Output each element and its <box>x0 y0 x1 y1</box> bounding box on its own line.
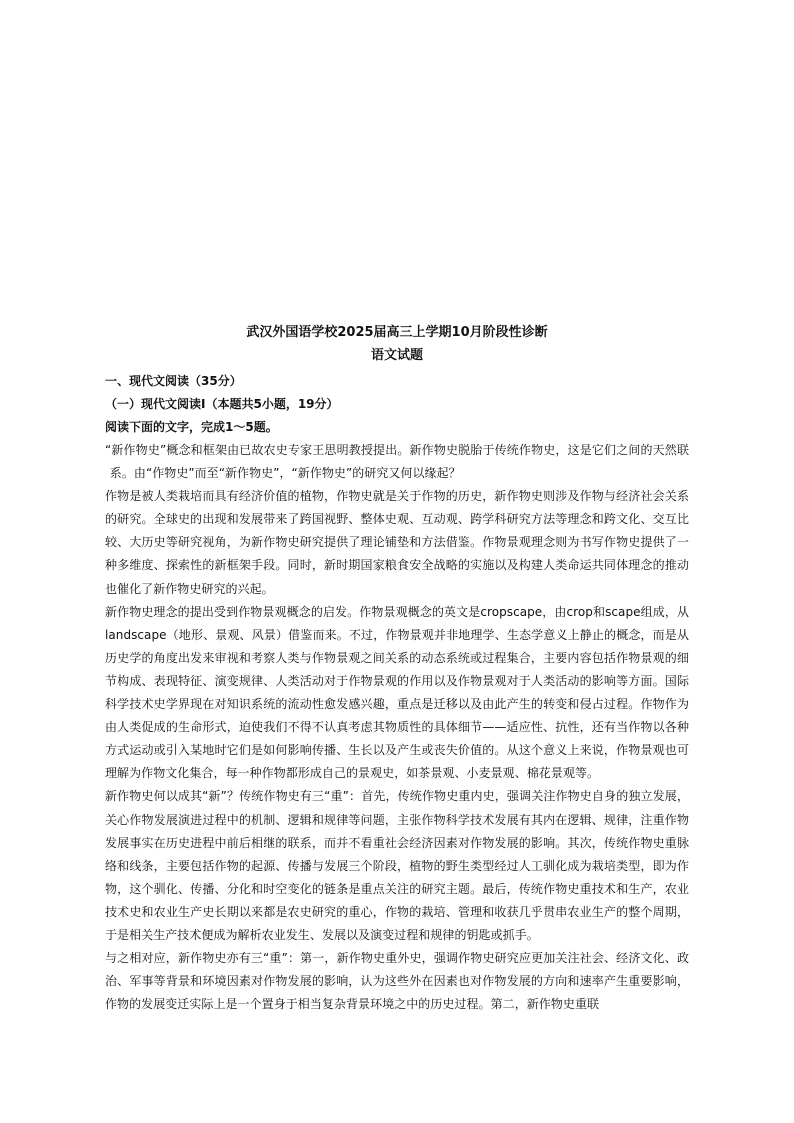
paragraph-3: 新作物史理念的提出受到作物景观概念的启发。作物景观概念的英文是cropscape，由crop和scape组成，从landscape（地形、景观、风景）借鉴而来。不过，作物景观并非地理学、生态学意义上静止的概念，而是从历史学的角度出发来审视和考察人类与作物景观之间关系的动态系统或过程集合，主要内容包括作物景观的细节构成、表现特征、演变规律、人类活动对于作物景观的作用以及作物景观对于人类活动的影响等方面。国际科学技术史学界现在对知识系统的流动性愈发感兴趣，重点是迁移以及由此产生的转变和侵占过程。作物作为由人类促成的生命形式，迫使我们不得不认真考虑其物质性的具体细节——适应性、抗性，还有当作物以各种方式运动或引入某地时它们是如何影响传播、生长以及产生或丧失价值的。从这个意义上来说，作物景观也可理解为作物文化集合，每一种作物都形成自己的景观史，如茶景观、小麦景观、棉花景观等。 <box>105 604 689 781</box>
paragraph-4: 新作物史何以成其“新”？传统作物史有三“重”：首先，传统作物史重内史，强调关注作物史自身的独立发展，关心作物发展演进过程中的机制、逻辑和规律等问题，主张作物科学技术发展有其内在逻辑、规律，注重作物发展事实在历史进程中前后相继的联系，而并不看重社会经济因素对作物发展的影响。其次，传统作物史重脉络和线条，主要包括作物的起源、传播与发展三个阶段，植物的野生类型经过人工驯化成为栽培类型，即为作物，这个驯化、传播、分化和时空变化的链条是重点关注的研究主题。最后，传统作物史重技术和生产，农业技术史和农业生产史长期以来都是农史研究的重心，作物的栽培、管理和收获几乎贯串农业生产的整个周期，于是相关生产技术便成为解析农业发生、发展以及演变过程和规律的钥匙或抓手。 <box>105 789 689 942</box>
section-heading: 一、现代文阅读（35分） <box>105 374 242 388</box>
document-body <box>105 322 689 1016</box>
paragraph-5: 与之相对应，新作物史亦有三“重”：第一，新作物史重外史，强调作物史研究应更加关注社会、经济文化、政治、军事等背景和环境因素对作物发展的影响，认为这些外在因素也对作物发展的方向和速率产生重要影响，作物的发展变迁实际上是一个置身于相当复杂背景环境之中的历史过程。第二，新作物史重联 <box>105 951 689 1012</box>
document-subtitle: 语文试题 <box>370 348 423 363</box>
paragraph-2: 作物是被人类栽培而具有经济价值的植物，作物史就是关于作物的历史，新作物史则涉及作物与经济社会关系的研究。全球史的出现和发展带来了跨国视野、整体史观、互动观、跨学科研究方法等理念和跨文化、交互比较、大历史等研究视角，为新作物史研究提供了理论铺垫和方法借鉴。作物景观理念则为书写作物史提供了一种多维度、探索性的新框架手段。同时，新时期国家粮食安全战略的实施以及构建人类命运共同体理念的推动也催化了新作物史研究的兴起。 <box>105 489 689 596</box>
document-title: 武汉外国语学校2025届高三上学期10月阶段性诊断 <box>246 325 548 340</box>
instruction-text: 阅读下面的文字，完成1～5题。 <box>105 420 278 434</box>
subsection-heading: （一）现代文阅读Ⅰ（本题共5小题，19分） <box>105 397 339 411</box>
paragraph-1: “新作物史”概念和框架由已故农史专家王思明教授提出。新作物史脱胎于传统作物史，这是它们之间的天然联系。由“作物史”而至“新作物史”，“新作物史”的研究又何以缘起？ <box>105 443 689 481</box>
